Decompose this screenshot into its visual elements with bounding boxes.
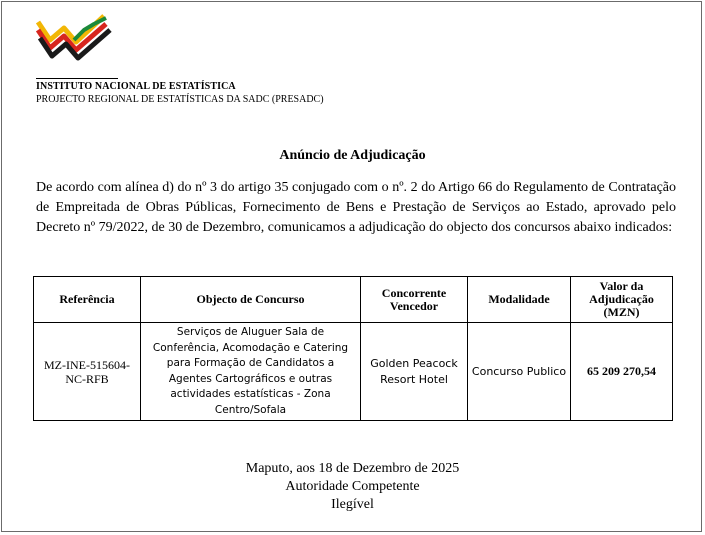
- header-object: Objecto de Concurso: [141, 277, 361, 323]
- logo-divider: [36, 78, 118, 79]
- header-reference: Referência: [34, 277, 141, 323]
- project-name: PROJECTO REGIONAL DE ESTATÍSTICAS DA SADC (PRESADC): [36, 94, 324, 105]
- signature: Ilegível: [331, 497, 374, 512]
- cell-winner: Golden Peacock Resort Hotel: [361, 323, 468, 421]
- header-modality: Modalidade: [468, 277, 571, 323]
- header-winner: Concorrente Vencedor: [361, 277, 468, 323]
- cell-object: Serviços de Aluguer Sala de Conferência, Acomodação e Catering para Formação de Candidatos a Agentes Cartográficos e outras actividades estatísticas - Zona Centro/Sofala: [141, 323, 361, 421]
- announcement-title: Anúncio de Adjudicação: [279, 148, 426, 163]
- institute-name: INSTITUTO NACIONAL DE ESTATÍSTICA: [36, 81, 236, 92]
- document-page: [1, 1, 702, 532]
- signature-block: [2, 460, 703, 514]
- header-value: Valor da Adjudicação (MZN): [571, 277, 673, 323]
- table-header-row: [34, 277, 673, 323]
- place-date: Maputo, aos 18 de Dezembro de 2025: [245, 461, 460, 476]
- cell-value: 65 209 270,54: [571, 323, 673, 421]
- cell-modality: Concurso Publico: [468, 323, 571, 421]
- announcement-body: De acordo com alínea d) do nº 3 do artigo 35 conjugado com o nº. 2 do Artigo 66 do Regulamento de Contratação de Empreitada de Obras Públicas, Fornecimento de Bens e Prestação de Serviços ao Estado, aprovado pelo Decreto nº 79/2022, de 30 de Dezembro, comunicamos a adjudicação do objecto dos concursos abaixo indicados:: [36, 180, 676, 235]
- cell-reference: MZ-INE-515604-NC-RFB: [34, 323, 141, 421]
- authority: Autoridade Competente: [285, 479, 420, 494]
- ine-logo-icon: [34, 14, 114, 66]
- award-table: [33, 276, 673, 421]
- table-row: [34, 323, 673, 421]
